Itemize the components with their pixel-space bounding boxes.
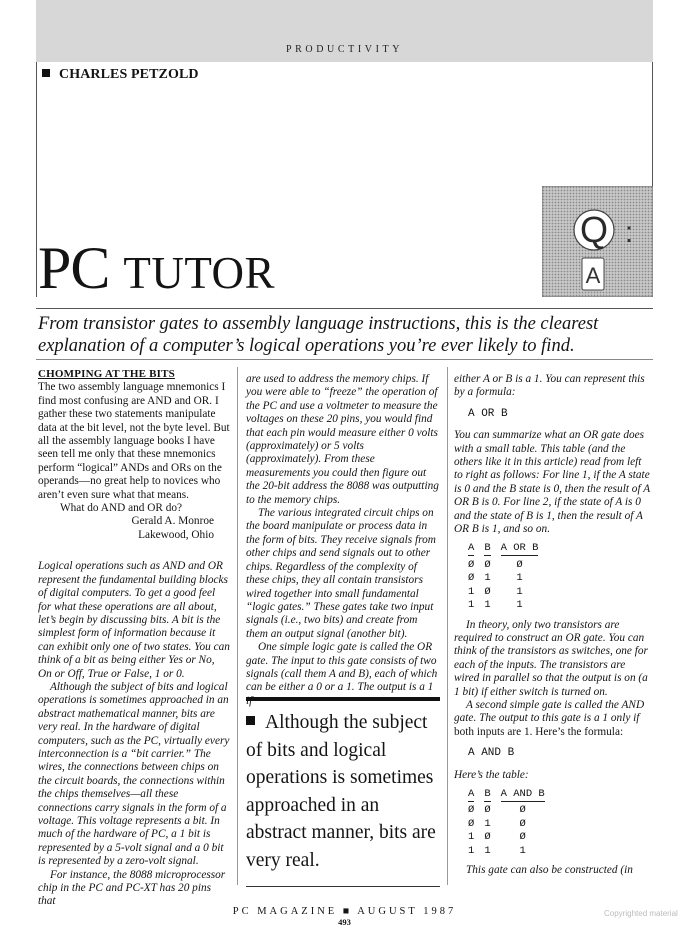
table-header-cell: A xyxy=(468,542,475,555)
table-cell: Ø xyxy=(468,817,475,830)
page-number: 493 xyxy=(338,917,351,927)
pull-quote-text: Although the subject of bits and logical operations is sometimes approached in an abstract manner, bits are very real. xyxy=(246,712,436,871)
table-cell: 1 xyxy=(468,585,475,598)
reader-letter: The two assembly language mnemonics I find most confusing are AND and OR. I gather these two statements manipulate data at the bit level, not the byte level. But all the assembly language books I have seen tell me only that these mnemonics perform “logical” ANDs and ORs on the operands—no great help to novices who aren’t even sure what that means. xyxy=(38,381,230,501)
table-header-cell: A OR B xyxy=(500,542,539,555)
title-rule xyxy=(36,308,653,309)
bullet-square-icon xyxy=(246,716,255,725)
table-header-row xyxy=(468,542,548,558)
body-paragraph: both inputs are 1. Here’s the formula: xyxy=(454,725,624,738)
author-name: CHARLES PETZOLD xyxy=(59,67,199,82)
table-cell: 1 xyxy=(484,599,491,612)
table-row xyxy=(468,572,548,585)
body-paragraph: are used to address the memory chips. If you were able to “freeze” the operation of the PC and use a voltmeter to measure the voltages on these 20 pins, you would find that each pin would measure either 0 volts (approximately) or 5 volts (approximately). From these measurements you could then figure out the 20-bit address the 8088 was outputting to the memory chips. xyxy=(246,373,439,506)
table-cell: Ø xyxy=(484,585,491,598)
table-cell: Ø xyxy=(468,804,475,817)
left-border-rule xyxy=(36,62,37,297)
column-1 xyxy=(38,368,230,909)
table-row xyxy=(468,559,548,572)
body-paragraph: In theory, only two transistors are required to construct an OR gate. You can think of the transistors as switches, one for each of the inputs. The transistors are wired in parallel so that the output is on (a 1 bit) if either switch is turned on. xyxy=(454,618,648,698)
logo-a-letter: A xyxy=(585,263,601,288)
table-row xyxy=(468,586,548,599)
answer-paragraph: For instance, the 8088 microprocessor chip in the PC and PC-XT has 20 pins that xyxy=(38,868,226,908)
table-cell: 1 xyxy=(516,599,523,612)
body-paragraph: Here’s the table: xyxy=(454,768,529,781)
table-row xyxy=(468,804,555,817)
column-2 xyxy=(246,373,440,708)
table-cell: 1 xyxy=(484,817,491,830)
deck-rule xyxy=(36,359,653,360)
pull-quote xyxy=(246,709,440,874)
logo-q-letter: Q xyxy=(579,209,609,250)
table-cell: Ø xyxy=(468,572,475,585)
copyright-watermark: Copyrighted material xyxy=(604,909,678,918)
signature-place: Lakewood, Ohio xyxy=(138,528,214,541)
article-deck: From transistor gates to assembly language instructions, this is the clearest explanation of a computer’s logical operations you’re ever likely to find. xyxy=(38,314,599,356)
table-row xyxy=(468,599,548,612)
table-cell: 1 xyxy=(468,599,475,612)
or-formula: A OR B xyxy=(468,407,508,420)
pullquote-top-bar xyxy=(246,697,440,701)
signature-name: Gerald A. Monroe xyxy=(131,515,214,528)
and-truth-table xyxy=(468,788,555,858)
table-cell: Ø xyxy=(519,817,526,830)
body-paragraph: A second simple gate is called the AND gate. The output to this gate is a 1 only if xyxy=(454,698,645,725)
table-cell: 1 xyxy=(519,844,526,857)
table-cell: Ø xyxy=(468,558,475,571)
body-paragraph: The various integrated circuit chips on the board manipulate or process data in the form of bits. They receive signals from other chips and send signals out to other chips. Regardless of the complexity of these chips, they all contain transistors wired together into small fundamental “logic gates.” These gates take two input signals (i.e., two bits) and create from them an output signal (another bit). xyxy=(246,507,436,640)
reader-question: What do AND and OR do? xyxy=(60,502,183,515)
answer-paragraph: Logical operations such as AND and OR represent the fundamental building blocks of digital computers. To get a good feel for what these operations are all about, let’s begin by discussing bits. A bit is the simplest form of information because it can exhibit only one of two states. You can think of a bit as being either Yes or No, On or Off, True or False, 1 or 0. xyxy=(38,560,230,680)
table-cell: 1 xyxy=(468,831,475,844)
section-subhead: CHOMPING AT THE BITS xyxy=(38,368,175,380)
author-byline xyxy=(42,67,199,83)
floppy-disk-icon xyxy=(542,186,653,297)
table-row xyxy=(468,818,555,831)
answer-paragraph: Although the subject of bits and logical operations is sometimes approached in an abstract mathematical manner, bits are very real. In the hardware of digital computers, such as the PC, virtually every interconnection is a “bit carrier.” The wires, the connections between chips on the circuit boards, the connections within the chips themselves—all these connections carry signals in the form of a voltage. This voltage represents a bit. In much of the hardware of PC, a 1 bit is represented by a 5-volt signal and a 0 bit is represented by a zero-volt signal. xyxy=(38,680,230,868)
body-paragraph: One simple logic gate is called the OR gate. The input to this gate consists of two signals (call them A and B), each of which can be either a 0 or a 1. The output is a 1 xyxy=(246,641,438,694)
logo-colon: : xyxy=(624,216,634,249)
table-cell: Ø xyxy=(516,558,523,571)
column-divider-1 xyxy=(237,367,238,885)
body-paragraph: This gate can also be constructed (in xyxy=(466,864,633,876)
table-cell: 1 xyxy=(468,844,475,857)
table-cell: 1 xyxy=(516,585,523,598)
table-header-cell: B xyxy=(484,787,491,800)
table-cell: Ø xyxy=(484,831,491,844)
and-formula: A AND B xyxy=(468,747,515,760)
section-label: PRODUCTIVITY xyxy=(285,44,404,55)
table-header-cell: B xyxy=(484,542,491,555)
table-header-row xyxy=(468,788,555,804)
table-row xyxy=(468,845,555,858)
table-header-cell: A AND B xyxy=(500,787,545,800)
table-cell: Ø xyxy=(484,558,491,571)
table-cell: Ø xyxy=(484,804,491,817)
table-row xyxy=(468,831,555,844)
column-3 xyxy=(454,373,650,877)
column-divider-2 xyxy=(447,367,448,885)
body-paragraph: either A or B is a 1. You can represent this by a formula: xyxy=(454,373,645,399)
table-cell: Ø xyxy=(519,831,526,844)
table-cell: 1 xyxy=(516,572,523,585)
table-cell: Ø xyxy=(519,804,526,817)
title-tutor: TUTOR xyxy=(123,248,276,298)
or-truth-table xyxy=(468,542,548,612)
pullquote-bottom-rule xyxy=(246,886,440,887)
table-cell: 1 xyxy=(484,844,491,857)
table-cell: 1 xyxy=(484,572,491,585)
table-header-cell: A xyxy=(468,787,475,800)
floppy-disk-graphic xyxy=(542,186,653,297)
page-title xyxy=(38,236,275,305)
magazine-footer: PC MAGAZINE ■ AUGUST 1987 xyxy=(232,906,457,917)
body-paragraph: You can summarize what an OR gate does with a small table. This table (and the others like it in this article) read from left to right as follows: For line 1, if the A state is 0 and the B state is 0, then the result of A OR B is 0. For line 2, if the state of A is 0 and the state of B is 1, then the result of A OR B is 1, and so on. xyxy=(454,429,650,536)
bullet-square-icon xyxy=(42,69,50,77)
title-pc: PC xyxy=(38,235,110,301)
